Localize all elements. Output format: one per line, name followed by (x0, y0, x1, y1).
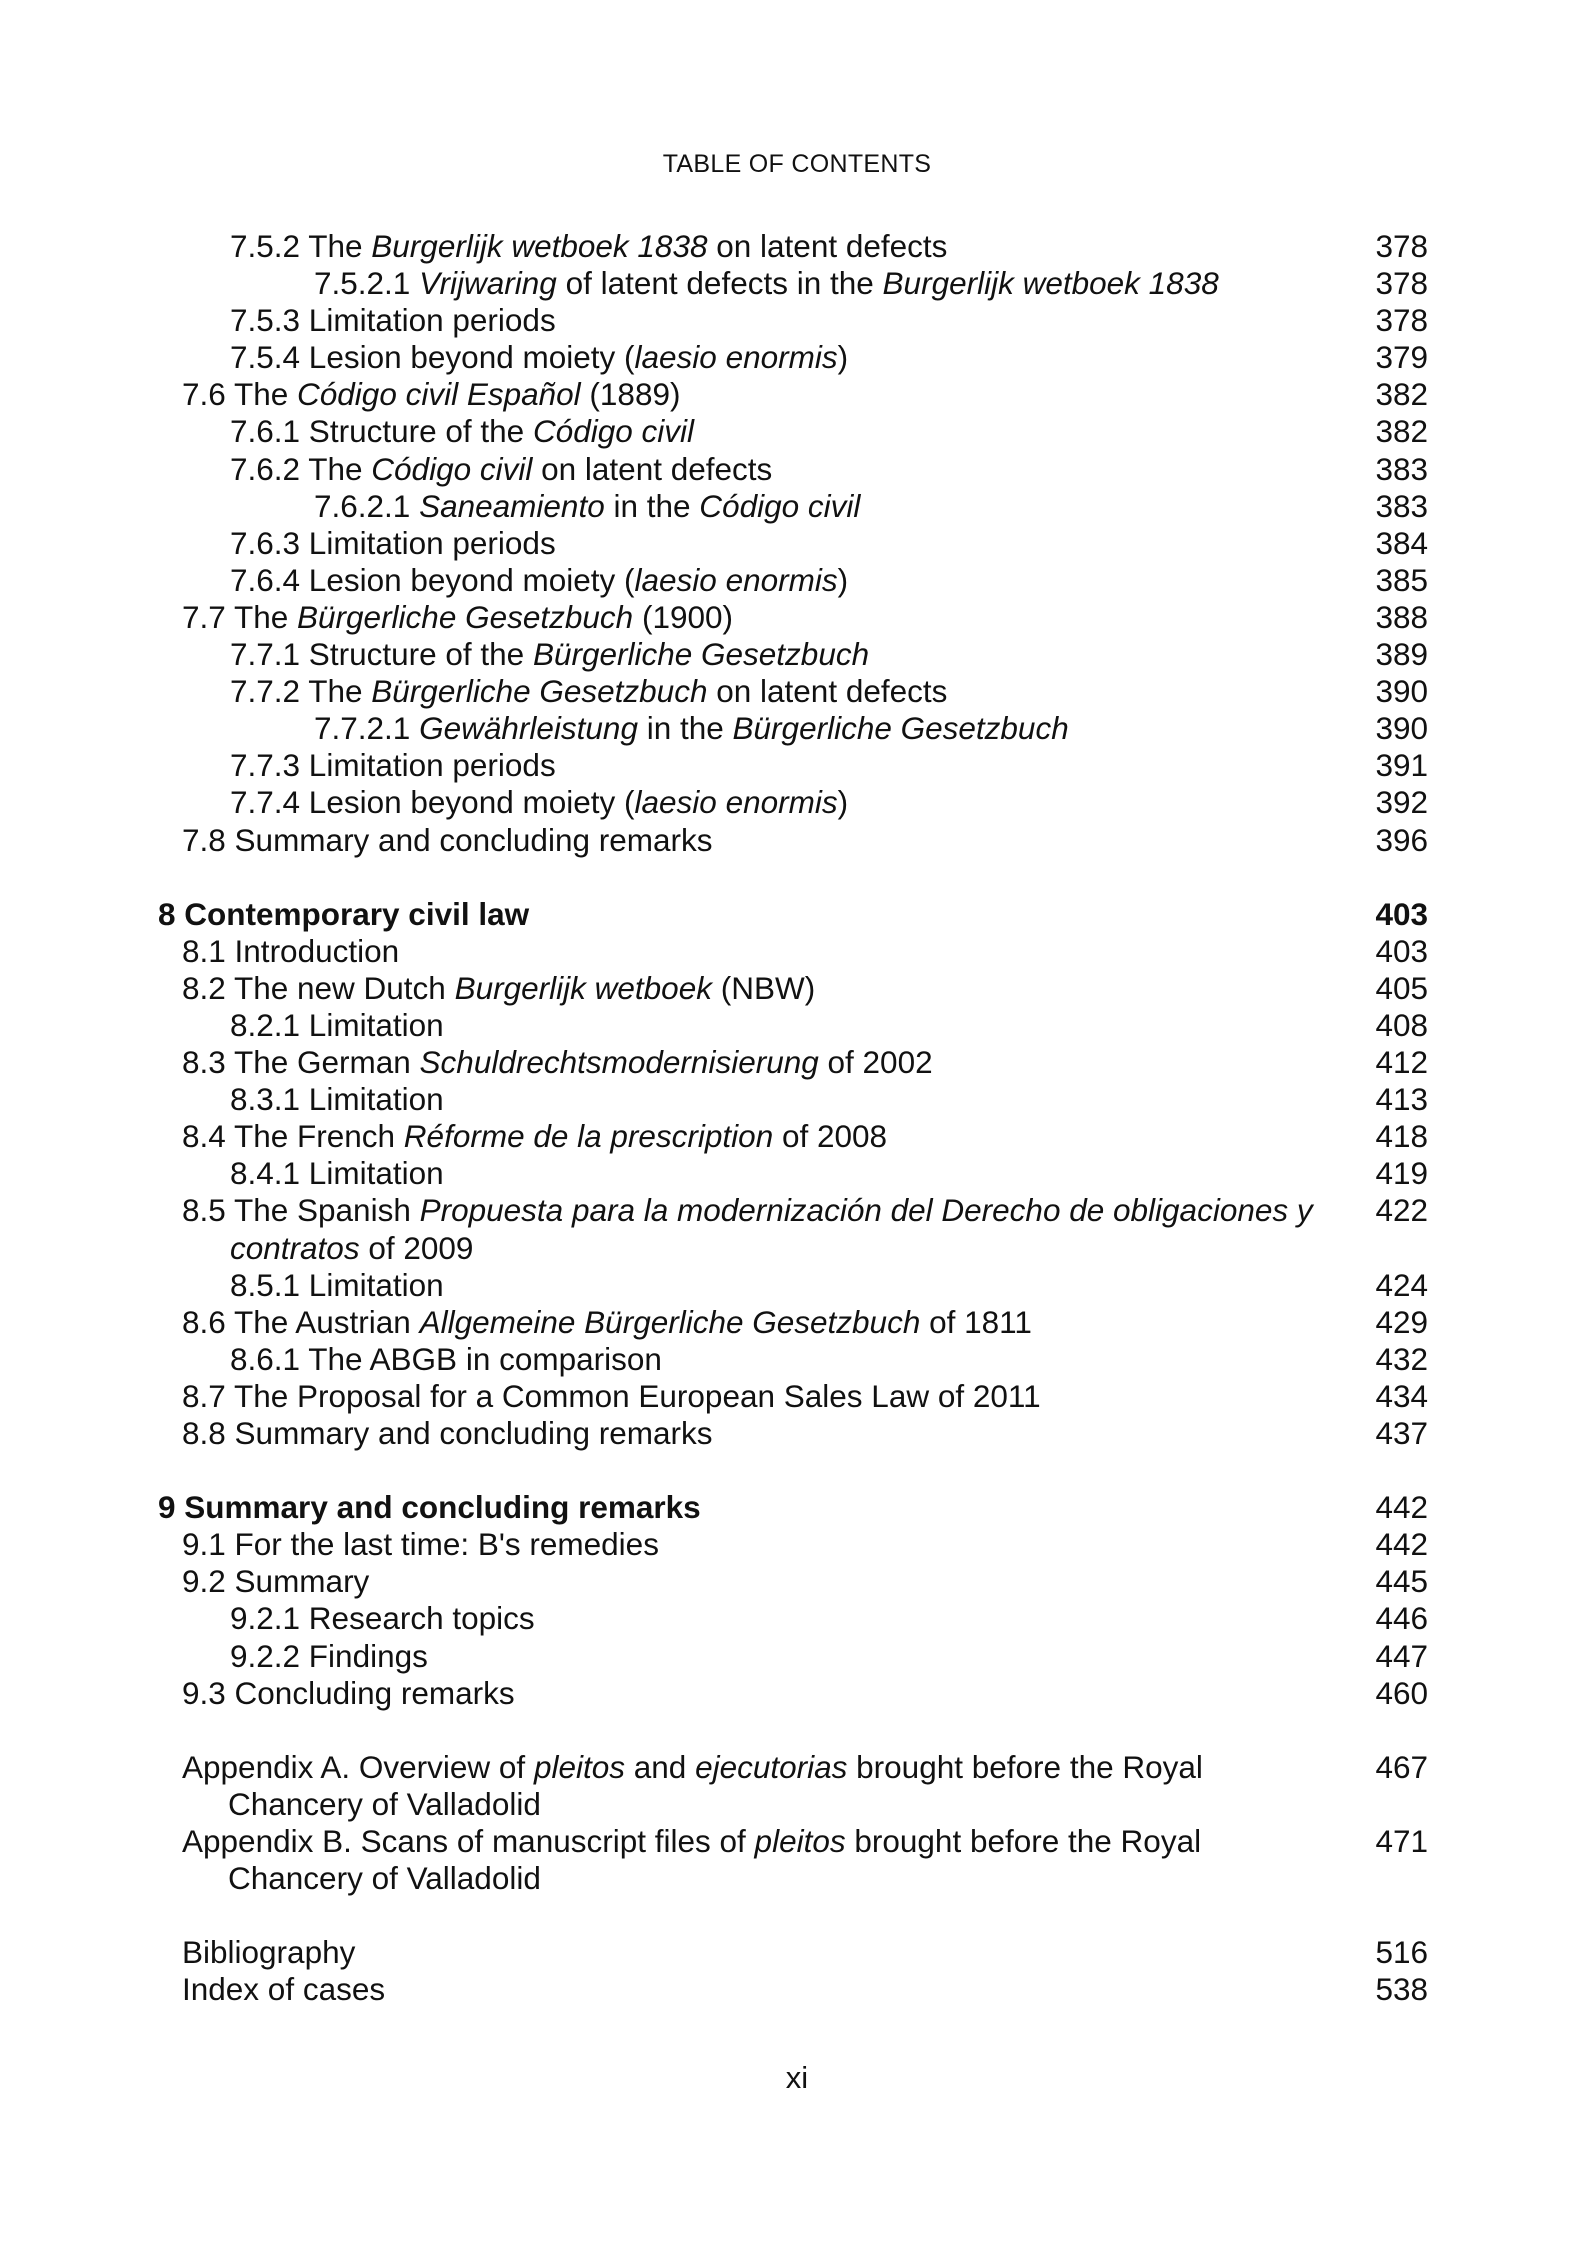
toc-entry-title (182, 1415, 1318, 1452)
toc-title-italic-segment: Allgemeine Bürgerliche Gesetzbuch (419, 1303, 921, 1340)
toc-title-segment: 8.4 The French (182, 1118, 404, 1155)
toc-title-italic-segment: Código civil (699, 487, 861, 524)
toc-page-number: 382 (1375, 376, 1428, 413)
toc-entry (158, 302, 1428, 339)
toc-page-number: 429 (1375, 1303, 1428, 1340)
section-gap (158, 1452, 1428, 1489)
toc-title-segment: of latent defects in the (556, 265, 883, 302)
toc-entry-title (230, 302, 1318, 339)
toc-title-segment: brought before the Royal Chancery of Valladolid (228, 1748, 1203, 1822)
toc-title-italic-segment: Schuldrechtsmodernisierung (419, 1044, 819, 1081)
toc-page-number: 418 (1375, 1118, 1428, 1155)
toc-title-segment: 9.1 For the last time: B's remedies (182, 1526, 659, 1563)
toc-entry-title (158, 896, 1318, 933)
toc-page-number: 538 (1375, 1971, 1428, 2008)
toc-entry (158, 1638, 1428, 1675)
toc-title-segment: (1889) (580, 376, 681, 413)
toc-entry-title (182, 1934, 1318, 1971)
toc-entry (158, 1934, 1428, 1971)
page-number: xi (785, 2060, 809, 2095)
toc-entry (158, 1971, 1428, 2008)
toc-title-segment: Index of cases (182, 1971, 386, 2008)
toc-entry (158, 1526, 1428, 1563)
toc-title-segment: 7.6.2 The (230, 450, 372, 487)
toc-page-number: 390 (1375, 710, 1428, 747)
toc-entry-title (182, 1192, 1318, 1266)
toc-entry (158, 1563, 1428, 1600)
toc-title-segment: 7.5.2.1 (314, 265, 420, 302)
section-gap (158, 1897, 1428, 1934)
toc-entry-title (182, 822, 1318, 859)
toc-title-segment: 7.7.2.1 (314, 710, 420, 747)
toc-entry (158, 413, 1428, 450)
toc-title-segment: 7.7.4 Lesion beyond moiety ( (230, 784, 635, 821)
toc-title-italic-segment: Bürgerliche Gesetzbuch (297, 598, 634, 635)
toc-page-number: 382 (1375, 413, 1428, 450)
toc-entry-title (230, 1341, 1318, 1378)
toc-title-segment: in the (637, 710, 733, 747)
toc-entry-title (182, 1118, 1318, 1155)
toc-entry (158, 1415, 1428, 1452)
toc-entry (158, 562, 1428, 599)
toc-title-segment: 9.2 Summary (182, 1563, 370, 1600)
toc-title-segment: 8.3.1 Limitation (230, 1081, 444, 1118)
toc-title-segment: 7.7.1 Structure of the (230, 636, 533, 673)
toc-title-segment: 7.6.2.1 (314, 487, 420, 524)
toc-title-segment: on latent defects (707, 228, 948, 264)
toc-entry (158, 1155, 1428, 1192)
toc-entry (158, 1081, 1428, 1118)
toc-entry (158, 673, 1428, 710)
toc-entry-title (182, 376, 1318, 413)
section-gap (158, 859, 1428, 896)
toc-page-number: 412 (1375, 1044, 1428, 1081)
toc-title-italic-segment: Burgerlijk wetboek (454, 969, 712, 1006)
toc-page-number: 383 (1375, 487, 1428, 524)
toc-entry-title (182, 1304, 1318, 1341)
toc-page-number: 405 (1375, 969, 1428, 1006)
toc-page-number: 471 (1375, 1823, 1428, 1860)
toc-title-segment: ) (837, 561, 849, 598)
toc-entry (158, 970, 1428, 1007)
toc-page-number: 516 (1375, 1934, 1428, 1971)
toc-entry-title (158, 1489, 1318, 1526)
toc-title-segment: of 2009 (359, 1229, 474, 1266)
toc-title-segment: 7.8 Summary and concluding remarks (182, 821, 713, 858)
toc-title-italic-segment: Burgerlijk wetboek 1838 (882, 265, 1219, 302)
table-of-contents (158, 228, 1428, 2009)
toc-page-number: 392 (1375, 784, 1428, 821)
toc-title-segment: 7.5.2 The (230, 228, 372, 264)
toc-entry (158, 747, 1428, 784)
toc-entry-title (230, 413, 1318, 450)
toc-page-number: 422 (1375, 1192, 1428, 1229)
toc-entry (158, 228, 1428, 265)
toc-entry (158, 1600, 1428, 1637)
toc-title-segment: 8.3 The German (182, 1044, 420, 1081)
toc-title-segment: 7.7.3 Limitation periods (230, 747, 556, 784)
toc-page-number: 460 (1375, 1674, 1428, 1711)
toc-title-segment: 7.6 The (182, 376, 298, 413)
toc-entry (158, 1044, 1428, 1081)
toc-title-segment: 8.5.1 Limitation (230, 1266, 444, 1303)
toc-title-italic-segment: Propuesta para la modernización del Derecho de obligaciones y contratos (230, 1192, 1313, 1266)
toc-page-number: 434 (1375, 1377, 1428, 1414)
toc-title-segment: ) (837, 784, 849, 821)
toc-entry (158, 636, 1428, 673)
toc-page-number: 378 (1375, 228, 1428, 264)
toc-title-segment: 8.6 The Austrian (182, 1303, 420, 1340)
toc-entry (158, 451, 1428, 488)
toc-title-segment: 8.4.1 Limitation (230, 1155, 444, 1192)
toc-title-segment: 8.6.1 The ABGB in comparison (230, 1340, 662, 1377)
toc-title-segment: brought before the Royal Chancery of Valladolid (228, 1823, 1202, 1897)
toc-page-number: 419 (1375, 1155, 1428, 1192)
toc-page-number: 442 (1375, 1489, 1428, 1526)
toc-chapter-entry (158, 896, 1428, 933)
toc-title-italic-segment: Burgerlijk wetboek 1838 (371, 228, 708, 264)
toc-entry-title (230, 1267, 1318, 1304)
toc-entry-title (230, 525, 1318, 562)
toc-entry-title (230, 339, 1318, 376)
toc-page-number: 396 (1375, 821, 1428, 858)
toc-entry-title (230, 636, 1318, 673)
toc-entry (158, 525, 1428, 562)
toc-page-number: 447 (1375, 1637, 1428, 1674)
toc-entry (158, 488, 1428, 525)
toc-entry-title (230, 1081, 1318, 1118)
toc-entry-title (182, 933, 1318, 970)
toc-title-segment: ) (837, 339, 849, 376)
toc-entry (158, 1267, 1428, 1304)
toc-page-number: 384 (1375, 524, 1428, 561)
toc-page-number: 379 (1375, 339, 1428, 376)
toc-title-segment: 8.8 Summary and concluding remarks (182, 1415, 713, 1451)
toc-title-segment: 7.6.4 Lesion beyond moiety ( (230, 561, 635, 598)
toc-title-italic-segment: pleitos (533, 1748, 625, 1785)
toc-entry-title (314, 265, 1318, 302)
toc-entry-title (182, 599, 1318, 636)
toc-page-number: 445 (1375, 1563, 1428, 1600)
toc-page-number: 446 (1375, 1600, 1428, 1637)
toc-entry-title (230, 673, 1318, 710)
toc-title-segment: 7.5.3 Limitation periods (230, 302, 556, 339)
toc-entry (158, 599, 1428, 636)
toc-title-italic-segment: Réforme de la prescription (403, 1118, 774, 1155)
toc-entry (158, 1675, 1428, 1712)
toc-title-segment: 8.2.1 Limitation (230, 1006, 444, 1043)
toc-title-italic-segment: Vrijwaring (419, 265, 557, 302)
toc-title-segment: of 2008 (773, 1118, 888, 1155)
toc-title-segment: of 2002 (818, 1044, 933, 1081)
toc-page-number: 403 (1375, 895, 1428, 932)
toc-title-segment: Bibliography (182, 1934, 356, 1971)
toc-title-segment: in the (604, 487, 700, 524)
toc-entry-title (182, 1526, 1318, 1563)
toc-entry (158, 1007, 1428, 1044)
toc-title-segment: on latent defects (532, 450, 773, 487)
toc-page-number: 383 (1375, 450, 1428, 487)
toc-page-number: 403 (1375, 932, 1428, 969)
toc-entry-title (230, 1007, 1318, 1044)
toc-title-segment: 9.3 Concluding remarks (182, 1674, 515, 1711)
toc-title-italic-segment: Bürgerliche Gesetzbuch (732, 710, 1069, 747)
toc-entry (158, 1118, 1428, 1155)
toc-title-italic-segment: Saneamiento (419, 487, 605, 524)
toc-entry-title (182, 1749, 1318, 1823)
toc-title-italic-segment: laesio enormis (634, 561, 838, 598)
toc-title-segment: (1900) (633, 598, 734, 635)
toc-entry-title (182, 1675, 1318, 1712)
toc-entry-title (230, 747, 1318, 784)
toc-title-italic-segment: Bürgerliche Gesetzbuch (532, 636, 870, 673)
toc-entry (158, 1192, 1428, 1266)
toc-page-number: 413 (1375, 1081, 1428, 1118)
toc-title-italic-segment: pleitos (754, 1823, 846, 1860)
toc-title-italic-segment: Bürgerliche Gesetzbuch (371, 673, 708, 710)
section-gap (158, 1712, 1428, 1749)
toc-title-segment: (NBW) (711, 969, 816, 1006)
toc-entry-title (314, 710, 1318, 747)
toc-title-segment: on latent defects (707, 673, 948, 710)
toc-title-segment: Appendix B. Scans of manuscript files of (182, 1823, 755, 1860)
toc-entry (158, 822, 1428, 859)
toc-title-segment: 7.7.2 The (230, 673, 372, 710)
toc-title-segment: and (625, 1748, 696, 1785)
toc-page-number: 388 (1375, 598, 1428, 635)
toc-title-segment: 9.2.1 Research topics (230, 1600, 535, 1637)
toc-page-number: 390 (1375, 673, 1428, 710)
toc-title-italic-segment: Código civil (371, 450, 533, 487)
toc-title-segment: 7.7 The (182, 598, 298, 635)
toc-title-italic-segment: Código civil Español (297, 376, 581, 413)
toc-entry (158, 710, 1428, 747)
toc-entry-title (230, 228, 1318, 265)
toc-entry (158, 1749, 1428, 1823)
toc-page-number: 442 (1375, 1526, 1428, 1563)
toc-entry-title (230, 562, 1318, 599)
toc-page-number: 391 (1375, 747, 1428, 784)
toc-entry-title (230, 451, 1318, 488)
toc-title-italic-segment: laesio enormis (634, 784, 838, 821)
toc-page-number: 378 (1375, 302, 1428, 339)
toc-title-segment: 7.6.3 Limitation periods (230, 524, 556, 561)
toc-page-number: 408 (1375, 1006, 1428, 1043)
toc-title-segment: of 1811 (920, 1303, 1032, 1340)
toc-page-number: 424 (1375, 1266, 1428, 1303)
toc-entry (158, 1341, 1428, 1378)
toc-title-segment: Appendix A. Overview of (182, 1748, 534, 1785)
toc-title-italic-segment: ejecutorias (695, 1748, 848, 1785)
toc-entry-title (182, 1563, 1318, 1600)
toc-entry-title (230, 1600, 1318, 1637)
toc-entry (158, 339, 1428, 376)
toc-title-segment: 8.5 The Spanish (182, 1192, 420, 1229)
toc-title-segment: 7.5.4 Lesion beyond moiety ( (230, 339, 635, 376)
toc-entry (158, 1823, 1428, 1897)
toc-title-italic-segment: laesio enormis (634, 339, 838, 376)
toc-entry-title (182, 1823, 1318, 1897)
toc-entry-title (182, 1378, 1318, 1415)
toc-title-italic-segment: Gewährleistung (419, 710, 638, 747)
toc-entry-title (230, 784, 1318, 821)
toc-entry (158, 376, 1428, 413)
toc-entry (158, 1304, 1428, 1341)
toc-title-italic-segment: Código civil (532, 413, 695, 450)
toc-title-segment: 8.7 The Proposal for a Common European Sales Law of 2011 (182, 1377, 1041, 1414)
toc-entry-title (182, 1971, 1318, 2008)
toc-page-number: 389 (1375, 636, 1428, 673)
toc-title-segment: 8.2 The new Dutch (182, 969, 455, 1006)
toc-page-number: 467 (1375, 1748, 1428, 1785)
toc-entry-title (230, 1638, 1318, 1675)
toc-chapter-entry (158, 1489, 1428, 1526)
toc-entry (158, 784, 1428, 821)
toc-title-segment: 8 Contemporary civil law (158, 895, 530, 932)
toc-entry-title (314, 488, 1318, 525)
toc-entry (158, 1378, 1428, 1415)
toc-entry-title (230, 1155, 1318, 1192)
toc-entry-title (182, 1044, 1318, 1081)
toc-page-number: 432 (1375, 1340, 1428, 1377)
toc-page-number: 378 (1375, 265, 1428, 302)
toc-page-number: 385 (1375, 561, 1428, 598)
toc-entry-title (182, 970, 1318, 1007)
toc-page-number: 437 (1375, 1415, 1428, 1451)
page-header: TABLE OF CONTENTS (662, 150, 932, 178)
toc-title-segment: 8.1 Introduction (182, 932, 400, 969)
toc-title-segment: 7.6.1 Structure of the (230, 413, 533, 450)
toc-title-segment: 9 Summary and concluding remarks (158, 1489, 701, 1526)
toc-entry (158, 265, 1428, 302)
toc-title-segment: 9.2.2 Findings (230, 1637, 428, 1674)
toc-entry (158, 933, 1428, 970)
